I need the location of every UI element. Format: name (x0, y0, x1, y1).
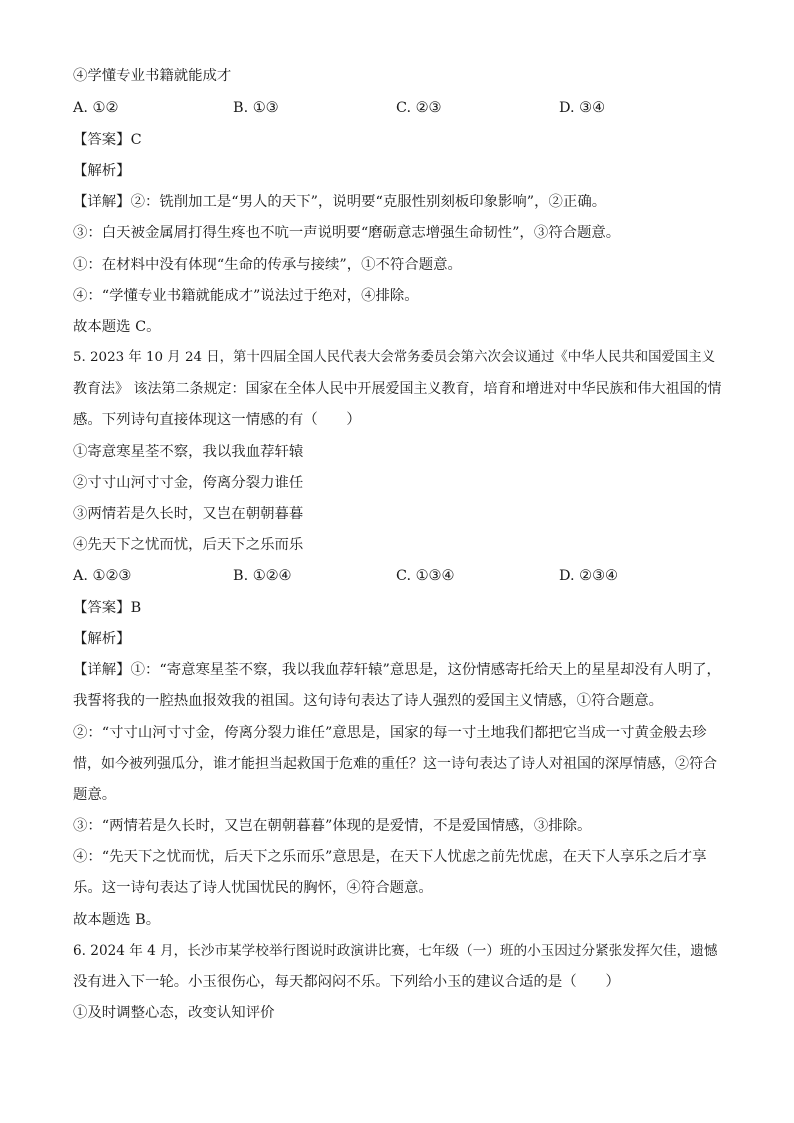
q5-choice-c: C. ①③④ (396, 568, 455, 584)
q5-choices (73, 566, 723, 586)
q4-choice-c: C. ②③ (396, 100, 442, 116)
q5-item-2: ②寸寸山河寸寸金，侉离分裂力谁任 (73, 475, 304, 491)
q5-analysis-label: 【解析】 (73, 631, 131, 647)
q5-explain-line: 我誓将我的一腔热血报效我的祖国。这句诗句表达了诗人强烈的爱国主义情感，①符合题意。 (73, 693, 664, 709)
q4-explain-line: 【详解】②：铣削加工是“男人的天下”，说明要“克服性别刻板印象影响”，②正确。 (73, 194, 607, 210)
q6-stem-line: 6. 2024 年 4 月，长沙市某学校举行图说时政演讲比赛，七年级（一）班的小玉因过分紧张发挥欠佳，遗憾 (73, 943, 718, 959)
q6-item-1: ①及时调整心态，改变认知评价 (73, 1005, 275, 1021)
q5-stem-line: 教育法》 该法第二条规定：国家在全体人民中开展爱国主义教育，培育和增进对中华民族和伟大祖国的情 (73, 381, 722, 397)
q4-answer: 【答案】C (73, 132, 142, 148)
q4-choice-b: B. ①③ (233, 100, 279, 116)
q4-analysis-label: 【解析】 (73, 163, 131, 179)
q6-stem-line: 没有进入下一轮。小玉很伤心，每天都闷闷不乐。下列给小玉的建议合适的是（ ） (73, 974, 620, 990)
q4-explain-line: ③：白天被金属屑打得生疼也不吭一声说明要“磨砺意志增强生命韧性”，③符合题意。 (73, 225, 621, 241)
q5-explain-line: 【详解】①：“寄意寒星荃不察，我以我血荐轩辕”意思是，这份情感寄托给天上的星星却没有人明了， (73, 662, 721, 678)
q5-explain-line: 乐。这一诗句表达了诗人忧国忧民的胸怀，④符合题意。 (73, 880, 433, 896)
q5-item-4: ④先天下之忧而忧，后天下之乐而乐 (73, 537, 304, 553)
q5-explain-line: ④：“先天下之忧而忧，后天下之乐而乐”意思是，在天下人忧虑之前先忧虑，在天下人享乐之后才享 (73, 849, 707, 865)
q4-choices (73, 98, 723, 118)
q5-explain-line: ③：“两情若是久长时，又岂在朝朝暮暮”体现的是爱情，不是爱国情感，③排除。 (73, 818, 592, 834)
q5-explain-line: 题意。 (73, 787, 117, 803)
q4-choice-a: A. ①② (73, 100, 119, 116)
q5-stem-line: 感。下列诗句直接体现这一情感的有（ ） (73, 412, 361, 428)
q5-stem-line: 5. 2023 年 10 月 24 日，第十四届全国人民代表大会常务委员会第六次会议通过《中华人民共和国爱国主义 (73, 350, 716, 365)
q5-item-1: ①寄意寒星荃不察，我以我血荐轩辕 (73, 444, 304, 460)
q5-conclusion: 故本题选 B。 (73, 912, 161, 928)
q4-explain-line: ①：在材料中没有体现“生命的传承与接续”，①不符合题意。 (73, 257, 462, 273)
q5-choice-b: B. ①②④ (233, 568, 292, 584)
q5-answer: 【答案】B (73, 600, 142, 616)
q5-item-3: ③两情若是久长时，又岂在朝朝暮暮 (73, 506, 304, 522)
q5-explain-line: 惜，如今被列强瓜分，谁才能担当起救国于危难的重任？这一诗句表达了诗人对祖国的深厚情感，②符合 (73, 756, 717, 772)
q5-choice-a: A. ①②③ (73, 568, 132, 584)
q4-conclusion: 故本题选 C。 (73, 319, 161, 335)
q5-choice-d: D. ②③④ (559, 568, 618, 584)
q4-explain-line: ④：“学懂专业书籍就能成才”说法过于绝对，④排除。 (73, 288, 419, 304)
q5-explain-line: ②：“寸寸山河寸寸金，侉离分裂力谁任”意思是，国家的每一寸土地我们都把它当成一寸黄金般去珍 (73, 725, 707, 741)
q4-option-4: ④学懂专业书籍就能成才 (73, 68, 232, 84)
q4-choice-d: D. ③④ (559, 100, 605, 116)
